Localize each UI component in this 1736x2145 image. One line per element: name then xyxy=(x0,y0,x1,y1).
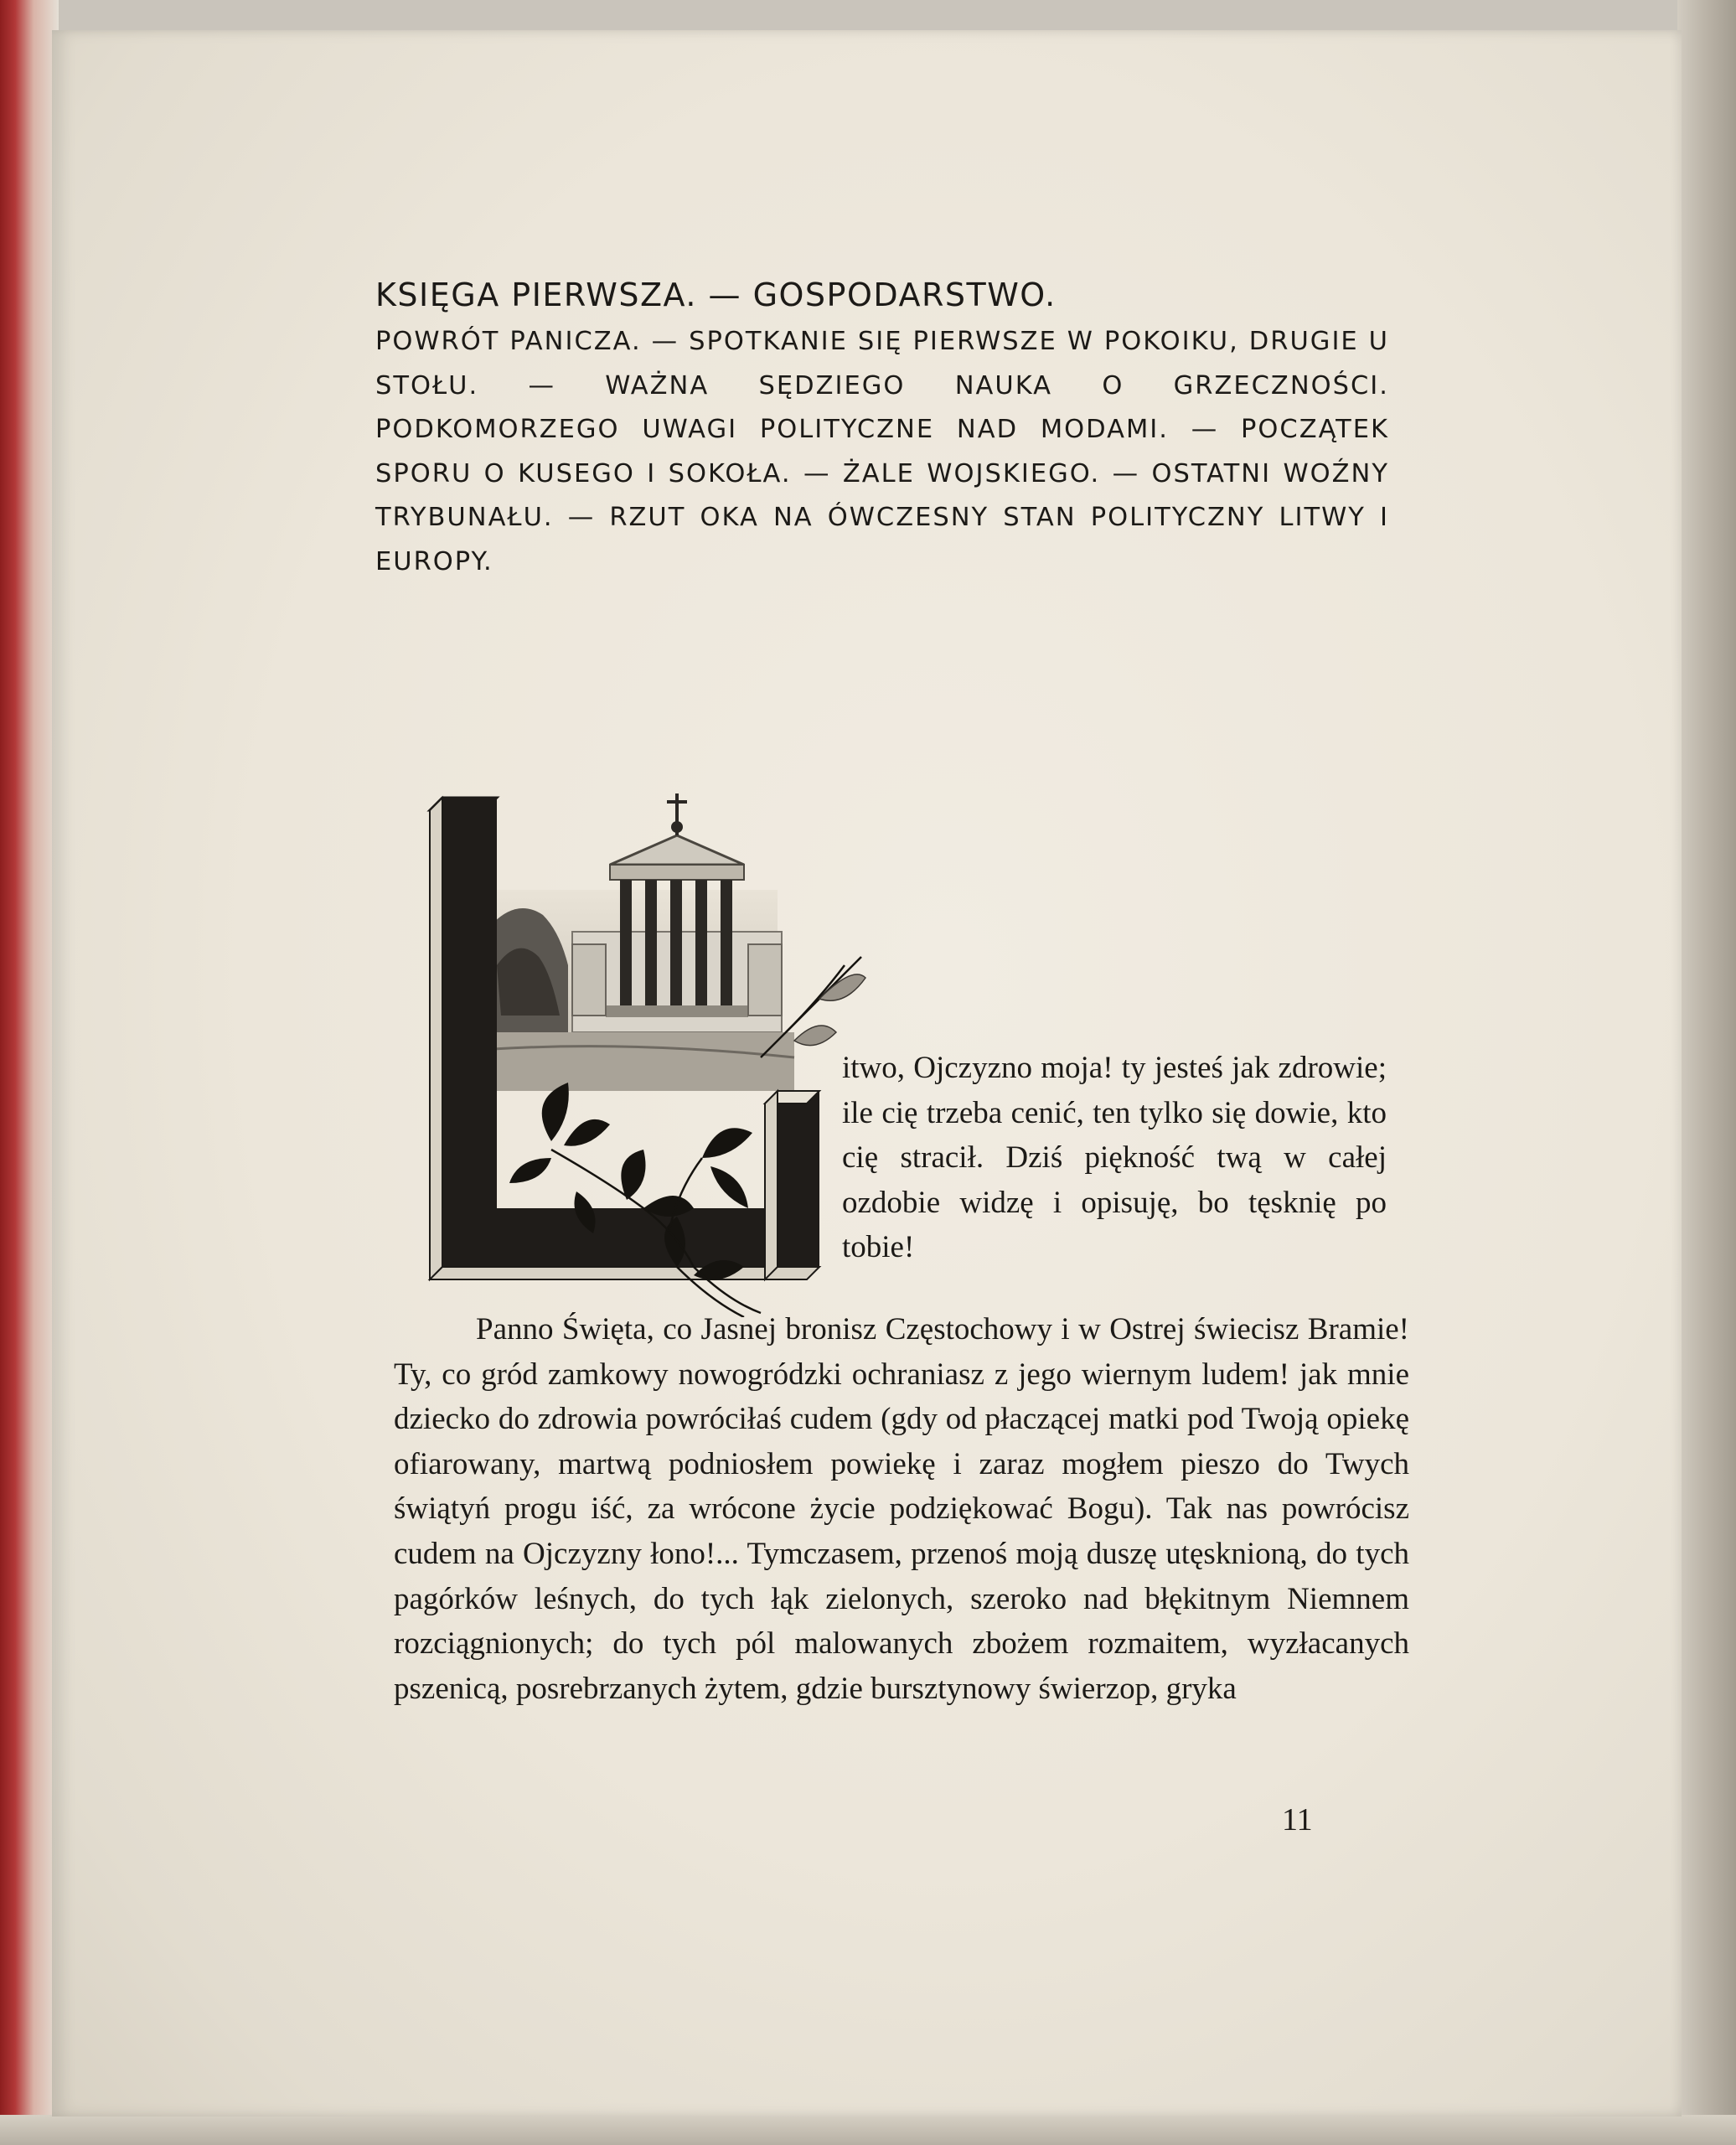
body-paragraph: Panno Święta, co Jasnej bronisz Częstochowy i w Ostrej świecisz Bramie! Ty, co gród zamkowy nowogródzki ochraniasz z jego wiernym ludem! jak mnie dziecko do zdrowia powróciłaś cudem (gdy od płaczącej matki pod Twoją opiekę ofiarowany, martwą podniosłem powiekę i zaraz mogłem pieszo do Twych świątyń progu iść, za wrócone życie podziękować Bogu). Tak nas powrócisz cudem na Ojczyzny łono!... Tymczasem, przenoś moją duszę utęsknioną, do tych pagórków leśnych, do tych łąk zielonych, szeroko nad błękitnym Niemnem rozciągnionych; do tych pól malowanych zbożem rozmaitem, wyzłacanych pszenicą, posrebrzanych żytem, gdzie bursztynowy świerzop, gryka xyxy=(394,1312,1409,1706)
opening-paragraph: itwo, Ojczyzno moja! ty jesteś jak zdrowie; ile cię trzeba cenić, ten tylko się dowie, kto cię stracił. Dziś piękność twą w całej ozdobie widzę i opisuję, bo tęsknię po tobie! xyxy=(842,1051,1387,1264)
page-edge-bottom xyxy=(0,2115,1736,2145)
initial-l-cathedral-illustration xyxy=(426,764,870,1317)
page-number: 11 xyxy=(1282,1802,1313,1837)
page-edge-right xyxy=(1677,0,1736,2145)
chapter-title: KSIĘGA PIERWSZA. — GOSPODARSTWO. xyxy=(375,277,1057,313)
chapter-summary: POWRÓT PANICZA. — SPOTKANIE SIĘ PIERWSZE W POKOIKU, DRUGIE U STOŁU. — WAŻNA SĘDZIEGO NAUKA O GRZECZNOŚCI. PODKOMORZEGO UWAGI POLITYCZNE NAD MODAMI. — POCZĄTEK SPORU O KUSEGO I SOKOŁA. — ŻALE WOJSKIEGO. — OSTATNI WOŹNY TRYBUNAŁU. — RZUT OKA NA ÓWCZESNY STAN POLITYCZNY LITWY I EUROPY. xyxy=(375,327,1389,576)
book-binding xyxy=(0,0,59,2145)
illuminated-initial xyxy=(426,764,870,1317)
chapter-heading xyxy=(375,277,1389,584)
